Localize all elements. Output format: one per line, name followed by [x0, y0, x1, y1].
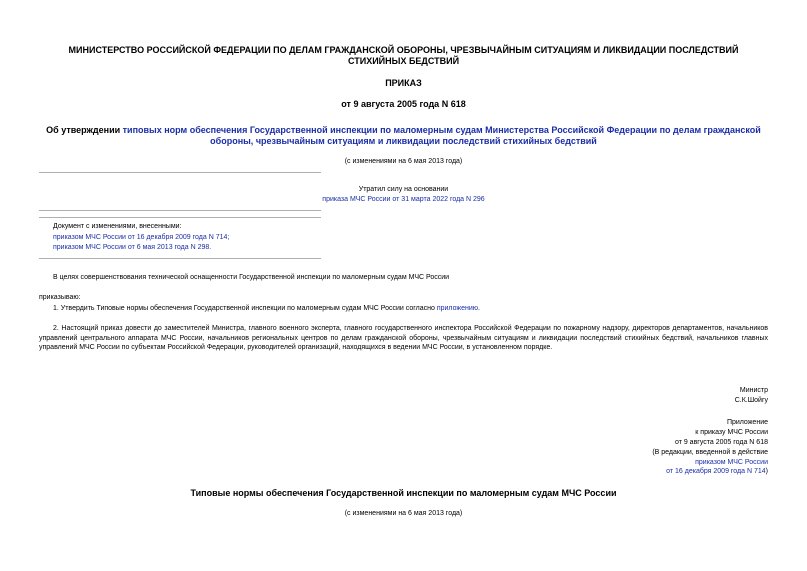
appendix-line: к приказу МЧС России: [695, 429, 768, 436]
appendix-link[interactable]: приказом МЧС России: [695, 459, 768, 466]
document-type: ПРИКАЗ: [385, 78, 422, 88]
divider: [39, 210, 321, 211]
norms-amended-note: (с изменениями на 6 мая 2013 года): [344, 510, 463, 517]
amendment-link[interactable]: приказом МЧС России от 16 декабря 2009 года N 714;: [53, 234, 230, 241]
amendments-intro: Документ с изменениями, внесенными:: [53, 223, 182, 230]
divider: [39, 258, 321, 259]
amendment-link[interactable]: приказом МЧС России от 6 мая 2013 года N 298.: [53, 244, 212, 251]
signature-name: С.К.Шойгу: [734, 397, 768, 404]
item-1-text: 1. Утвердить Типовые нормы обеспечения Государственной инспекции по маломерным судам МЧС России согласно: [53, 305, 437, 312]
expired-link[interactable]: приказа МЧС России от 31 марта 2022 года N 296: [322, 196, 485, 203]
expired-text: Утратил силу на основании: [358, 186, 449, 193]
amended-note: (с изменениями на 6 мая 2013 года): [344, 158, 463, 165]
appendix-line: Приложение: [726, 419, 768, 426]
order-word: приказываю:: [39, 294, 81, 301]
purpose-paragraph: В целях совершенствования технической оснащенности Государственной инспекции по маломерным судам МЧС России: [53, 274, 450, 281]
appendix-link[interactable]: от 16 декабря 2009 года N 714: [666, 468, 766, 475]
appendix-link-line: [666, 467, 768, 477]
appendix-line: (В редакции, введенной в действие: [652, 449, 768, 456]
document-title: [40, 125, 767, 147]
document-date: от 9 августа 2005 года N 618: [341, 99, 466, 109]
appendix-link[interactable]: приложению: [436, 305, 478, 312]
appendix-close: ): [765, 468, 768, 475]
title-link[interactable]: типовых норм обеспечения Государственной инспекции по маломерным судам Министерства Российской Федерации по делам гражданской обороны, чрезвычайным ситуациям и ликвидации последствий стихийных бедствий: [122, 125, 761, 146]
title-prefix: Об утверждении: [46, 125, 123, 135]
norms-title: Типовые нормы обеспечения Государственной инспекции по маломерным судам МЧС России: [190, 488, 617, 498]
signature-position: Министр: [739, 387, 768, 394]
item-2: 2. Настоящий приказ довести до заместителей Министра, главного военного эксперта, главного государственного инспектора Российской Федерации по пожарному надзору, директоров департаментов, начальников управлений центрального аппарата МЧС России, начальников региональных центров по делам гражданской обороны, чрезвычайным ситуациям и ликвидации последствий стихийных бедствий, начальников главных управлений МЧС России по субъектам Российской Федерации, руководителей организаций, находящихся в ведении МЧС России, в установленном порядке.: [39, 325, 768, 352]
item-1-end: .: [478, 305, 480, 312]
ministry-heading: МИНИСТЕРСТВО РОССИЙСКОЙ ФЕДЕРАЦИИ ПО ДЕЛАМ ГРАЖДАНСКОЙ ОБОРОНЫ, ЧРЕЗВЫЧАЙНЫМ СИТУАЦИЯМ И ЛИКВИДАЦИИ ПОСЛЕДСТВИЙ СТИХИЙНЫХ БЕДСТВИЙ: [68, 45, 739, 66]
item-1: [53, 304, 480, 313]
divider: [39, 217, 321, 218]
appendix-line: от 9 августа 2005 года N 618: [674, 439, 768, 446]
divider: [39, 172, 321, 173]
